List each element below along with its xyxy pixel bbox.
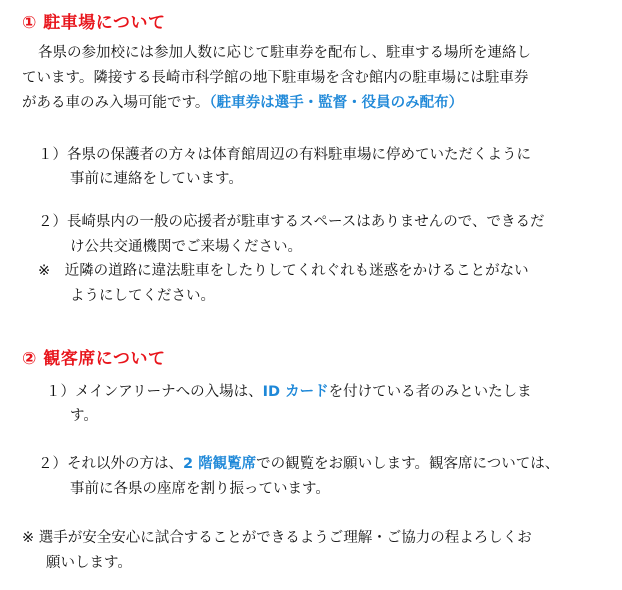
- intro-line-3-text: がある車のみ入場可能です。: [22, 95, 210, 111]
- parking-note-line-2: ようにしてください。: [70, 288, 215, 304]
- parking-item-1-line-1: １）各県の保護者の方々は体育館周辺の有料駐車場に停めていただくように: [38, 147, 531, 163]
- parking-note-line-1: ※ 近隣の道路に違法駐車をしたりしてくれぐれも迷惑をかけることがない: [38, 263, 529, 279]
- parking-item-1-line-2: 事前に連絡をしています。: [70, 171, 243, 187]
- closing-note-line-2: 願いします。: [46, 555, 132, 571]
- id-card-highlight: ID カード: [262, 384, 329, 400]
- second-floor-seats-highlight: 2 階観覧席: [183, 456, 257, 472]
- seating-item-1-line-2: す。: [70, 408, 98, 424]
- intro-line-3: [22, 92, 463, 114]
- closing-note-line-1: ※ 選手が安全安心に試合することができるようご理解・ご協力の程よろしくお: [22, 530, 532, 546]
- seating-item-2-line-1: [38, 453, 559, 475]
- seating-item-1-post: を付けている者のみといたしま: [328, 384, 532, 400]
- intro-line-1: 各県の参加校には参加人数に応じて駐車券を配布し、駐車する場所を連絡し: [38, 45, 531, 61]
- section-1-heading: ① 駐車場について: [22, 13, 166, 33]
- section-2-heading: ② 観客席について: [22, 349, 166, 369]
- parking-item-2-line-2: け公共交通機関でご来場ください。: [70, 239, 302, 255]
- seating-item-2-post: での観覧をお願いします。観客席については、: [256, 456, 560, 472]
- seating-item-2-line-2: 事前に各県の座席を割り振っています。: [70, 481, 330, 497]
- parking-ticket-note: （駐車券は選手・監督・役員のみ配布）: [209, 95, 464, 111]
- seating-item-1-pre: １）メインアリーナへの入場は、: [46, 384, 263, 400]
- intro-line-2: ています。隣接する長崎市科学館の地下駐車場を含む館内の駐車場には駐車券: [22, 70, 529, 86]
- seating-item-1-line-1: [46, 381, 532, 403]
- seating-item-2-pre: ２）それ以外の方は、: [38, 456, 183, 472]
- parking-item-2-line-1: ２）長崎県内の一般の応援者が駐車するスペースはありませんので、できるだ: [38, 214, 545, 230]
